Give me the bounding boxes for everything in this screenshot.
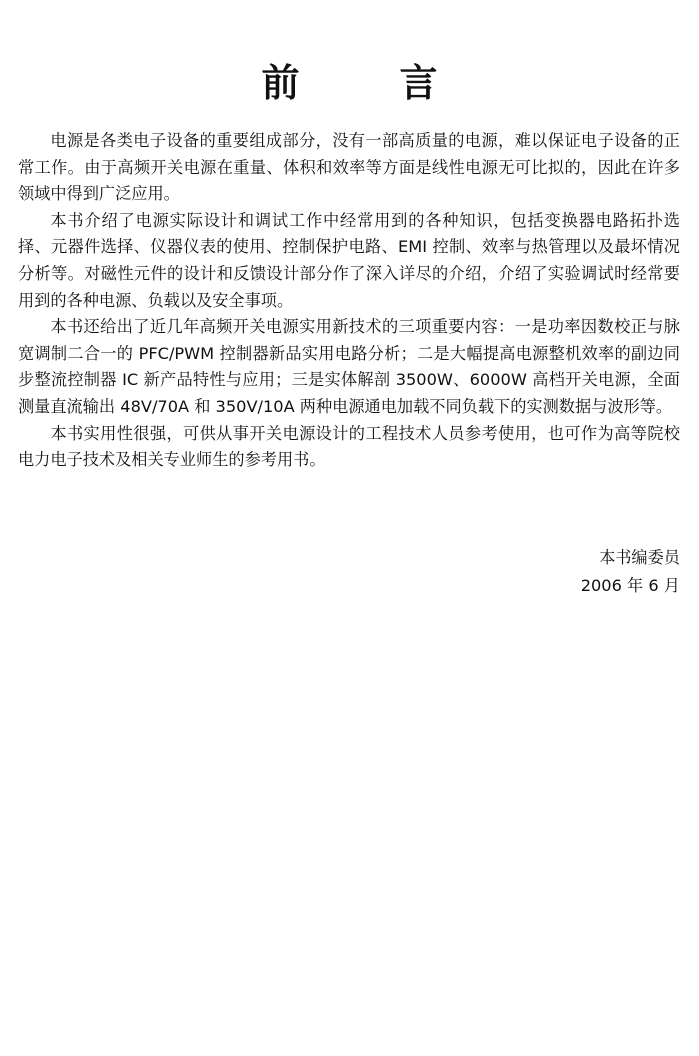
paragraph-2: 本书介绍了电源实际设计和调试工作中经常用到的各种知识，包括变换器电路拓扑选择、元器件选择、仪器仪表的使用、控制保护电路、EMI 控制、效率与热管理以及最坏情况分析等。对磁性元件的设计和反馈设计部分作了深入详尽的介绍，介绍了实验调试时经常要用到的各种电源、负载以及安全事项。 (18, 210, 680, 310)
page-title (0, 58, 699, 108)
preface-body (18, 128, 680, 474)
signature-date: 2006 年 6 月 (580, 576, 680, 595)
paragraph-1: 电源是各类电子设备的重要组成部分，没有一部高质量的电源，难以保证电子设备的正常工作。由于高频开关电源在重量、体积和效率等方面是线性电源无可比拟的，因此在许多领域中得到广泛应用。 (18, 131, 680, 204)
paragraph-4: 本书实用性很强，可供从事开关电源设计的工程技术人员参考使用，也可作为高等院校电力电子技术及相关专业师生的参考用书。 (18, 423, 680, 470)
title-char-2: 言 (399, 61, 438, 105)
title-char-1: 前 (261, 61, 300, 105)
signature-block (581, 544, 680, 600)
signature-author: 本书编委员 (599, 548, 680, 567)
paragraph-3: 本书还给出了近几年高频开关电源实用新技术的三项重要内容：一是功率因数校正与脉宽调制二合一的 PFC/PWM 控制器新品实用电路分析；二是大幅提高电源整机效率的副边同步整流控制器 IC 新产品特性与应用；三是实体解剖 3500W、6000W 高档开关电源，全面测量直流输出 48V/70A 和 350V/10A 两种电源通电加载不同负载下的实测数据与波形等。 (18, 317, 680, 416)
